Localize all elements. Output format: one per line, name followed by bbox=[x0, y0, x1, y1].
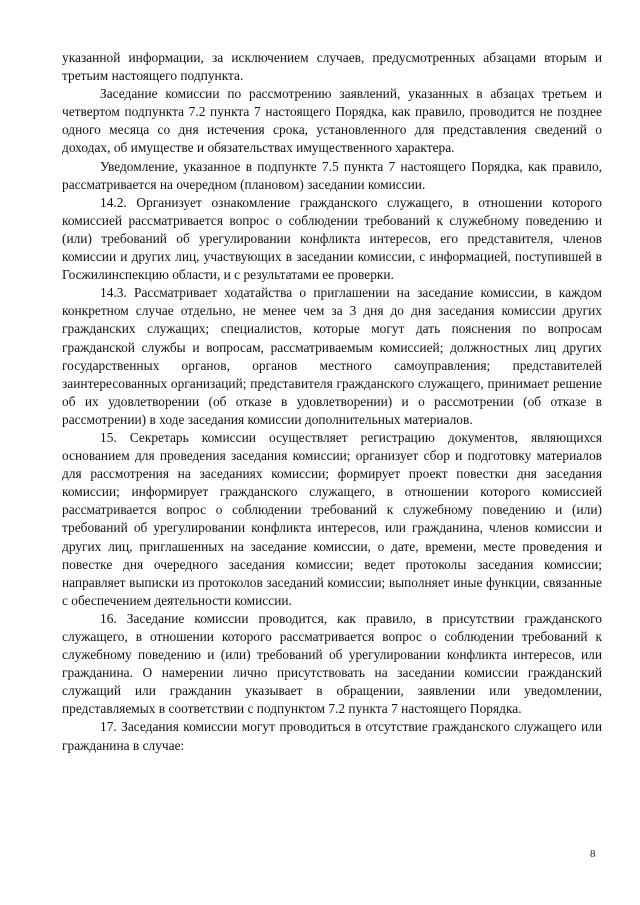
document-page bbox=[62, 49, 602, 755]
page-number: 8 bbox=[590, 848, 596, 860]
paragraph-14-3: 14.3. Рассматривает ходатайства о приглашении на заседание комиссии, в каждом конкретном случае отдельно, не менее чем за 3 дня до дня заседания комиссии других гражданских служащих; специалистов, которые могут дать пояснения по вопросам гражданской службы и вопросам, рассматриваемым комиссией; должностных лиц других государственных органов, органов местного самоуправления; представителей заинтересованных организаций; представителя гражданского служащего, принимает решение об их удовлетворении (об отказе в удовлетворении) и о рассмотрении (об отказе в рассмотрении) в ходе заседания комиссии дополнительных материалов. bbox=[62, 285, 602, 427]
paragraph-16: 16. Заседание комиссии проводится, как правило, в присутствии гражданского служащего, в отношении которого рассматривается вопрос о соблюдении требований к служебному поведению и (или) требований об урегулировании конфликта интересов, или гражданина. О намерении лично присутствовать на заседании комиссии гражданский служащий или гражданин указывает в обращении, заявлении или уведомлении, представляемых в соответствии с подпунктом 7.2 пункта 7 настоящего Порядка. bbox=[62, 610, 602, 717]
paragraph-14-2: 14.2. Организует ознакомление гражданского служащего, в отношении которого комиссией рассматривается вопрос о соблюдении требований к служебному поведению и (или) требований об урегулировании конфликта интересов, его представителя, членов комиссии и других лиц, участвующих в заседании комиссии, с информацией, поступившей в Госжилинспекцию области, и с результатами ее проверки. bbox=[62, 194, 602, 283]
paragraph-15: 15. Секретарь комиссии осуществляет регистрацию документов, являющихся основанием для проведения заседания комиссии; организует сбор и подготовку материалов для рассмотрения на заседаниях комиссии; формирует проект повестки дня заседания комиссии; информирует гражданского служащего, в отношении которого комиссией рассматривается вопрос о соблюдении требований к служебному поведению и (или) требований об урегулировании конфликта интересов, или гражданина, членов комиссии и других лиц, приглашенных на заседание комиссии, о дате, времени, месте проведения и повестке дня очередного заседания комиссии; ведет протоколы заседания комиссии; направляет выписки из протоколов заседаний комиссии; выполняет иные функции, связанные с обеспечением деятельности комиссии. bbox=[62, 429, 602, 608]
paragraph-notification-review: Уведомление, указанное в подпункте 7.5 пункта 7 настоящего Порядка, как правило, рассматривается на очередном (плановом) заседании комиссии. bbox=[62, 158, 602, 192]
paragraph-17: 17. Заседания комиссии могут проводиться в отсутствие гражданского служащего или гражданина в случае: bbox=[62, 719, 602, 753]
paragraph-info-exceptions: указанной информации, за исключением случаев, предусмотренных абзацами вторым и третьим настоящего подпункта. bbox=[62, 50, 602, 84]
paragraph-meeting-timing: Заседание комиссии по рассмотрению заявлений, указанных в абзацах третьем и четвертом подпункта 7.2 пункта 7 настоящего Порядка, как правило, проводится не позднее одного месяца со дня истечения срока, установленного для представления сведений о доходах, об имуществе и обязательствах имущественного характера. bbox=[62, 86, 602, 156]
